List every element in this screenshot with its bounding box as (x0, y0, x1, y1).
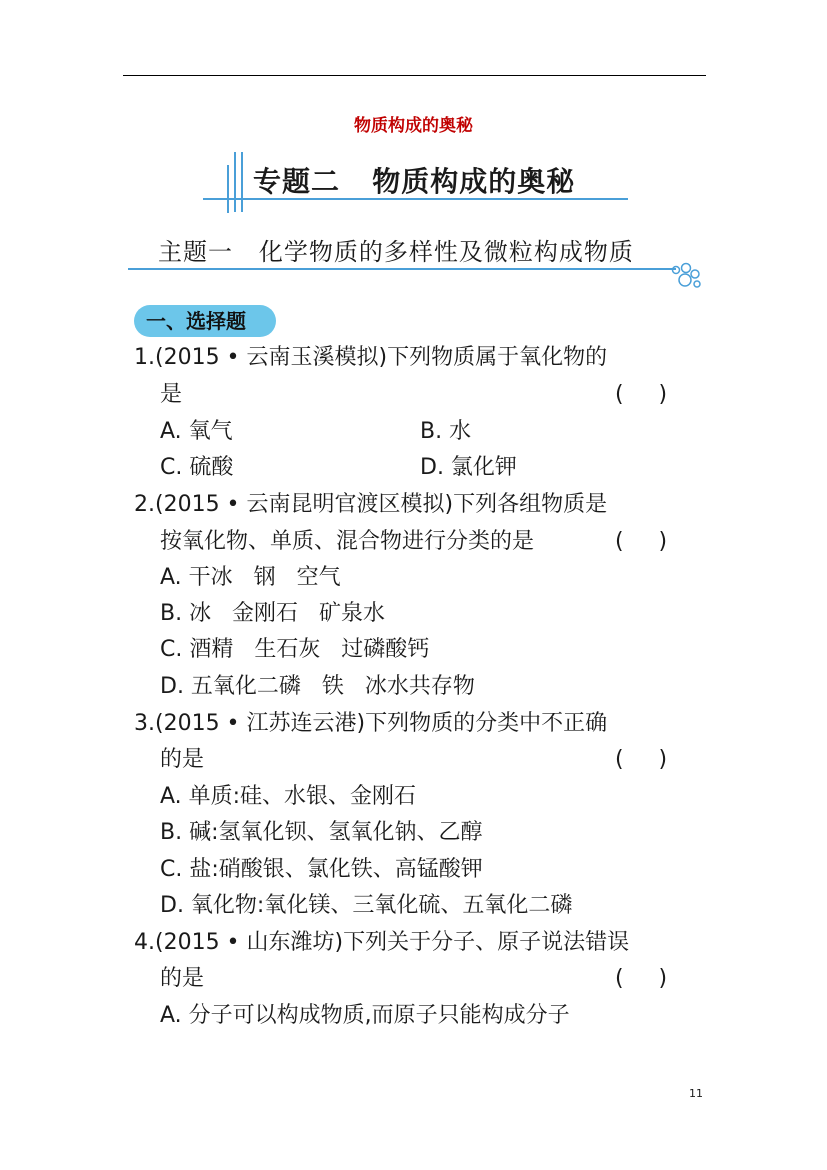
section-badge: 一、选择题 (134, 305, 276, 337)
bubbles-icon (668, 262, 704, 290)
question-3-option-d: D. 氧化物:氧化镁、三氧化硫、五氧化二磷 (160, 893, 573, 918)
question-3-answer-blank: ( ) (615, 747, 668, 772)
chapter-bar-mid (234, 152, 236, 212)
question-2-option-d: D. 五氧化二磷 铁 冰水共存物 (160, 674, 475, 699)
topic-rule (128, 268, 676, 270)
question-1-stem-line2: 是 (160, 382, 183, 407)
question-3-option-c: C. 盐:硝酸银、氯化铁、高锰酸钾 (160, 857, 483, 882)
chapter-title: 专题二 物质构成的奥秘 (253, 165, 576, 198)
header-rule (123, 75, 706, 76)
question-3-option-a: A. 单质:硅、水银、金刚石 (160, 784, 417, 809)
question-4-stem-line1: 4.(2015 • 山东潍坊)下列关于分子、原子说法错误 (134, 930, 630, 955)
question-3-stem-line2: 的是 (160, 747, 205, 772)
question-1-answer-blank: ( ) (615, 382, 668, 407)
question-4-answer-blank: ( ) (615, 966, 668, 991)
page-number: 11 (689, 1087, 703, 1100)
question-1-option-a: A. 氧气 (160, 419, 233, 444)
topic-title: 主题一 化学物质的多样性及微粒构成物质 (158, 238, 634, 266)
question-2-stem-line2: 按氧化物、单质、混合物进行分类的是 (160, 529, 535, 554)
chapter-bar-left (227, 165, 229, 213)
question-2-stem-line1: 2.(2015 • 云南昆明官渡区模拟)下列各组物质是 (134, 492, 608, 517)
question-2-option-c: C. 酒精 生石灰 过磷酸钙 (160, 637, 430, 662)
running-title: 物质构成的奥秘 (354, 116, 473, 136)
question-2-option-b: B. 冰 金刚石 矿泉水 (160, 601, 386, 626)
question-4-stem-line2: 的是 (160, 966, 205, 991)
question-3-stem-line1: 3.(2015 • 江苏连云港)下列物质的分类中不正确 (134, 711, 608, 736)
question-1-option-b: B. 水 (420, 419, 472, 444)
question-1-option-d: D. 氯化钾 (420, 455, 517, 480)
question-1-stem-line1: 1.(2015 • 云南玉溪模拟)下列物质属于氧化物的 (134, 345, 608, 370)
question-4-option-a: A. 分子可以构成物质,而原子只能构成分子 (160, 1003, 570, 1028)
question-2-answer-blank: ( ) (615, 529, 668, 554)
question-1-option-c: C. 硫酸 (160, 455, 234, 480)
question-3-option-b: B. 碱:氢氧化钡、氢氧化钠、乙醇 (160, 820, 483, 845)
question-2-option-a: A. 干冰 钢 空气 (160, 565, 341, 590)
chapter-bar-right (241, 152, 243, 212)
